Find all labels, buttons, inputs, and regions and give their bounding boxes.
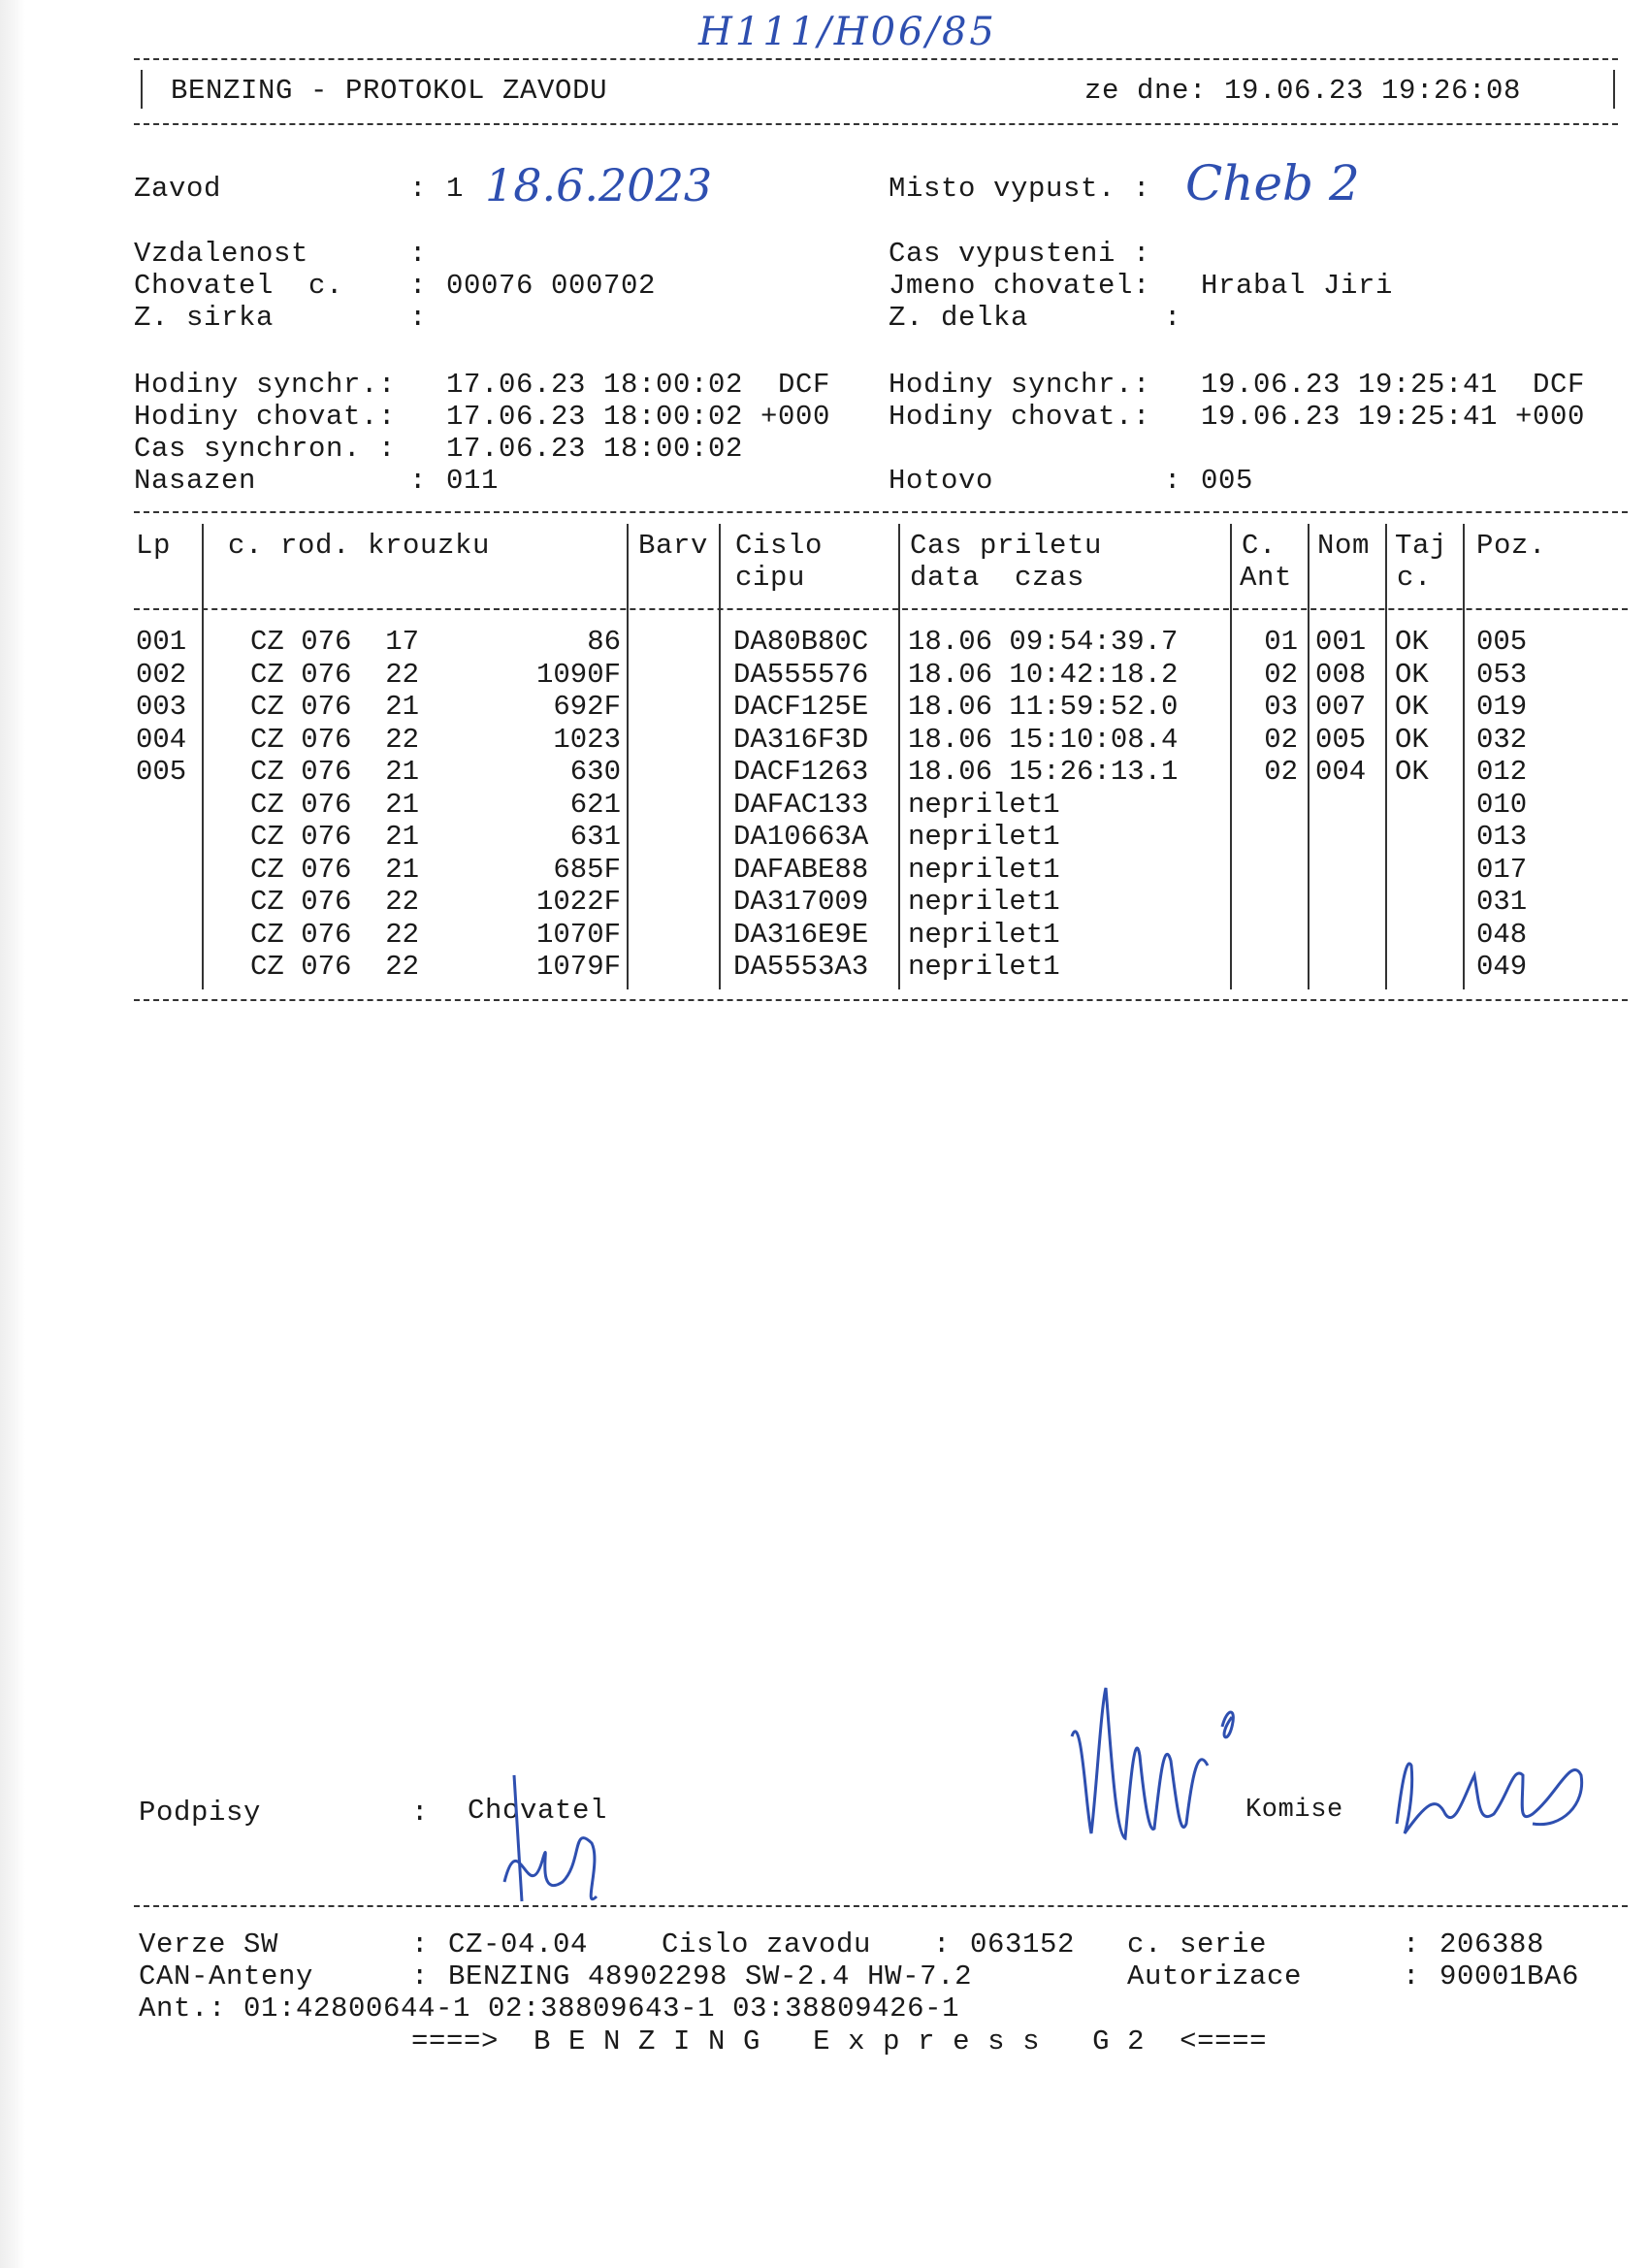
th-barv: Barv: [638, 530, 709, 562]
cell-num: 86: [587, 626, 621, 658]
cell-taj: OK: [1395, 658, 1429, 691]
cell-time: neprilet1: [908, 821, 1060, 853]
cell-poz: 005: [1476, 626, 1528, 658]
cell-time: 18.06 11:59:52.0: [908, 691, 1179, 723]
table-row: [0, 659, 1649, 691]
cell-num: 1090F: [535, 658, 621, 691]
table-top-rule: [134, 511, 1628, 513]
hotovo-label: Hotovo: [889, 465, 994, 497]
cell-ring: CZ 076 22: [250, 918, 420, 951]
serie-colon: :: [1403, 1928, 1421, 1960]
cell-lp: 004: [136, 723, 187, 756]
cell-ring: CZ 076 21: [250, 853, 420, 886]
can-value: BENZING 48902298 SW-2.4 HW-7.2: [448, 1960, 973, 1993]
cell-ring: CZ 076 21: [250, 756, 420, 788]
cell-ring: CZ 076 17: [250, 626, 420, 658]
table-row: [0, 756, 1649, 788]
cell-ring: CZ 076 21: [250, 788, 420, 821]
cell-num: 1022F: [535, 886, 621, 918]
chovatel-colon: :: [409, 270, 428, 302]
cell-num: 685F: [553, 853, 621, 886]
th-time-2: data czas: [910, 562, 1085, 594]
misto-label: Misto vypust. :: [889, 173, 1151, 205]
chovat-left-label: Hodiny chovat.:: [134, 401, 397, 433]
signature-komise-drawing-1: [1062, 1669, 1256, 1863]
report-date-value: 19.06.23 19:26:08: [1224, 75, 1522, 107]
cas-sync-value: 17.06.23 18:00:02: [446, 433, 744, 465]
sync-right-label: Hodiny synchr.:: [889, 369, 1151, 401]
delka-label: Z. delka: [889, 302, 1029, 334]
th-taj-1: Taj: [1395, 530, 1448, 562]
table-row: [0, 821, 1649, 853]
table-row: [0, 691, 1649, 723]
chovat-right-label: Hodiny chovat.:: [889, 401, 1151, 433]
cell-nom: 005: [1315, 723, 1367, 756]
zavod-value: 1: [446, 173, 465, 205]
cell-chip: DA5553A3: [733, 951, 869, 983]
sirka-colon: :: [409, 302, 428, 334]
cell-chip: DA317009: [733, 886, 869, 918]
cell-time: neprilet1: [908, 853, 1060, 886]
autorizace-label: Autorizace: [1127, 1960, 1303, 1993]
cell-lp: 005: [136, 756, 187, 788]
scan-edge-shadow: [0, 0, 25, 2268]
header-left-border: [141, 70, 143, 109]
cell-ant: 02: [1264, 658, 1298, 691]
th-ring: c. rod. krouzku: [228, 530, 491, 562]
cell-ant: 01: [1264, 626, 1298, 658]
nasazen-label: Nasazen: [134, 465, 257, 497]
cell-time: neprilet1: [908, 886, 1060, 918]
cell-num: 630: [569, 756, 621, 788]
cell-ring: CZ 076 22: [250, 723, 420, 756]
verze-value: CZ-04.04: [448, 1928, 589, 1960]
zavod-label: Zavod: [134, 173, 222, 205]
can-label: CAN-Anteny: [139, 1960, 314, 1993]
jmeno-label: Jmeno chovatel:: [889, 270, 1151, 302]
autorizace-value: 90001BA6: [1439, 1960, 1580, 1993]
th-chip-2: cipu: [735, 562, 806, 594]
th-taj-2: c.: [1397, 562, 1433, 594]
signature-chovatel-drawing: [475, 1766, 630, 1921]
table-row: [0, 789, 1649, 821]
cell-nom: 001: [1315, 626, 1367, 658]
cell-time: 18.06 09:54:39.7: [908, 626, 1179, 658]
cell-lp: 001: [136, 626, 187, 658]
cell-poz: 012: [1476, 756, 1528, 788]
table-row: [0, 951, 1649, 983]
cell-chip: DA316F3D: [733, 723, 869, 756]
sirka-label: Z. sirka: [134, 302, 275, 334]
cell-num: 1023: [553, 723, 621, 756]
cell-lp: 002: [136, 658, 187, 691]
nasazen-colon: :: [409, 465, 428, 497]
th-time-1: Cas priletu: [910, 530, 1103, 562]
cell-lp: 003: [136, 691, 187, 723]
table-row: [0, 886, 1649, 918]
can-colon: :: [411, 1960, 430, 1993]
zavod-colon: :: [409, 173, 428, 205]
cell-poz: 049: [1476, 951, 1528, 983]
th-nom: Nom: [1317, 530, 1371, 562]
cell-num: 631: [569, 821, 621, 853]
benzing-banner: ====> B E N Z I N G E x p r e s s G 2 <====: [411, 2025, 1268, 2057]
cell-time: neprilet1: [908, 951, 1060, 983]
cell-taj: OK: [1395, 723, 1429, 756]
cell-nom: 008: [1315, 658, 1367, 691]
cell-ring: CZ 076 21: [250, 821, 420, 853]
cell-poz: 048: [1476, 918, 1528, 951]
signatures-label: Podpisy: [139, 1797, 262, 1829]
report-title: BENZING - PROTOKOL ZAVODU: [171, 75, 608, 107]
cell-ant: 03: [1264, 691, 1298, 723]
vzdalenost-colon: :: [409, 238, 428, 270]
verze-label: Verze SW: [139, 1928, 279, 1960]
cell-chip: DA555576: [733, 658, 869, 691]
delka-colon: :: [1164, 302, 1182, 334]
cell-poz: 031: [1476, 886, 1528, 918]
chovatel-label: Chovatel c.: [134, 270, 344, 302]
header-bottom-rule: [134, 123, 1618, 125]
cell-chip: DA10663A: [733, 821, 869, 853]
sync-left-value: 17.06.23 18:00:02 DCF: [446, 369, 831, 401]
cell-time: neprilet1: [908, 918, 1060, 951]
cislo-zavodu-value: 063152: [970, 1928, 1076, 1960]
cell-ring: CZ 076 22: [250, 886, 420, 918]
signature-komise-label: Komise: [1245, 1796, 1343, 1825]
cell-ring: CZ 076 22: [250, 951, 420, 983]
autorizace-colon: :: [1403, 1960, 1421, 1993]
cell-taj: OK: [1395, 691, 1429, 723]
table-bottom-rule: [134, 999, 1628, 1001]
cas-sync-label: Cas synchron. :: [134, 433, 397, 465]
cislo-zavodu-label: Cislo zavodu: [662, 1928, 872, 1960]
cell-nom: 007: [1315, 691, 1367, 723]
chovat-right-value: 19.06.23 19:25:41 +000: [1201, 401, 1586, 433]
cell-poz: 010: [1476, 788, 1528, 821]
report-date-label: ze dne:: [1084, 75, 1208, 107]
cell-time: neprilet1: [908, 788, 1060, 821]
cell-ant: 02: [1264, 756, 1298, 788]
vzdalenost-label: Vzdalenost: [134, 238, 309, 270]
header-top-rule: [134, 58, 1618, 60]
cislo-zavodu-colon: :: [933, 1928, 952, 1960]
cell-chip: DA80B80C: [733, 626, 869, 658]
signature-chovatel-label: Chovatel: [468, 1795, 608, 1827]
cell-poz: 032: [1476, 723, 1528, 756]
table-row: [0, 854, 1649, 886]
cell-nom: 004: [1315, 756, 1367, 788]
cell-time: 18.06 15:26:13.1: [908, 756, 1179, 788]
chovat-left-value: 17.06.23 18:00:02 +000: [446, 401, 831, 433]
th-chip-1: Cislo: [735, 530, 824, 562]
th-poz: Poz.: [1476, 530, 1547, 562]
cell-chip: DACF1263: [733, 756, 869, 788]
cell-num: 1070F: [535, 918, 621, 951]
cas-vypusteni-label: Cas vypusteni :: [889, 238, 1151, 270]
cell-num: 1079F: [535, 951, 621, 983]
cell-chip: DAFAC133: [733, 788, 869, 821]
hotovo-value: 005: [1201, 465, 1254, 497]
th-ant-1: C.: [1242, 530, 1277, 562]
sync-left-label: Hodiny synchr.:: [134, 369, 397, 401]
th-ant-2: Ant: [1240, 562, 1293, 594]
handwritten-release-place: Cheb 2: [1185, 155, 1360, 211]
header-right-border: [1613, 70, 1615, 109]
verze-colon: :: [411, 1928, 430, 1960]
sync-right-value: 19.06.23 19:25:41 DCF: [1201, 369, 1586, 401]
cell-taj: OK: [1395, 756, 1429, 788]
cell-poz: 017: [1476, 853, 1528, 886]
cell-poz: 013: [1476, 821, 1528, 853]
table-row: [0, 919, 1649, 951]
cell-num: 621: [569, 788, 621, 821]
antenna-line: Ant.: 01:42800644-1 02:38809643-1 03:38809426-1: [139, 1993, 960, 2025]
cell-num: 692F: [553, 691, 621, 723]
chovatel-value: 00076 000702: [446, 270, 657, 302]
signatures-colon: :: [411, 1797, 430, 1829]
th-lp: Lp: [136, 530, 172, 562]
handwritten-race-date: 18.6.2023: [485, 159, 713, 211]
cell-time: 18.06 10:42:18.2: [908, 658, 1179, 691]
table-header-rule: [134, 608, 1628, 610]
cell-taj: OK: [1395, 626, 1429, 658]
signature-komise-drawing-2: [1387, 1736, 1600, 1843]
cell-chip: DAFABE88: [733, 853, 869, 886]
table-row: [0, 626, 1649, 658]
cell-chip: DACF125E: [733, 691, 869, 723]
hotovo-colon: :: [1164, 465, 1182, 497]
cell-poz: 019: [1476, 691, 1528, 723]
table-row: [0, 724, 1649, 756]
serie-label: c. serie: [1127, 1928, 1268, 1960]
handwritten-code: H111/H06/85: [698, 10, 997, 54]
cell-ring: CZ 076 22: [250, 658, 420, 691]
jmeno-value: Hrabal Jiri: [1201, 270, 1394, 302]
footer-rule: [134, 1905, 1628, 1907]
cell-chip: DA316E9E: [733, 918, 869, 951]
nasazen-value: 011: [446, 465, 500, 497]
cell-ring: CZ 076 21: [250, 691, 420, 723]
cell-poz: 053: [1476, 658, 1528, 691]
cell-ant: 02: [1264, 723, 1298, 756]
cell-time: 18.06 15:10:08.4: [908, 723, 1179, 756]
serie-value: 206388: [1439, 1928, 1545, 1960]
